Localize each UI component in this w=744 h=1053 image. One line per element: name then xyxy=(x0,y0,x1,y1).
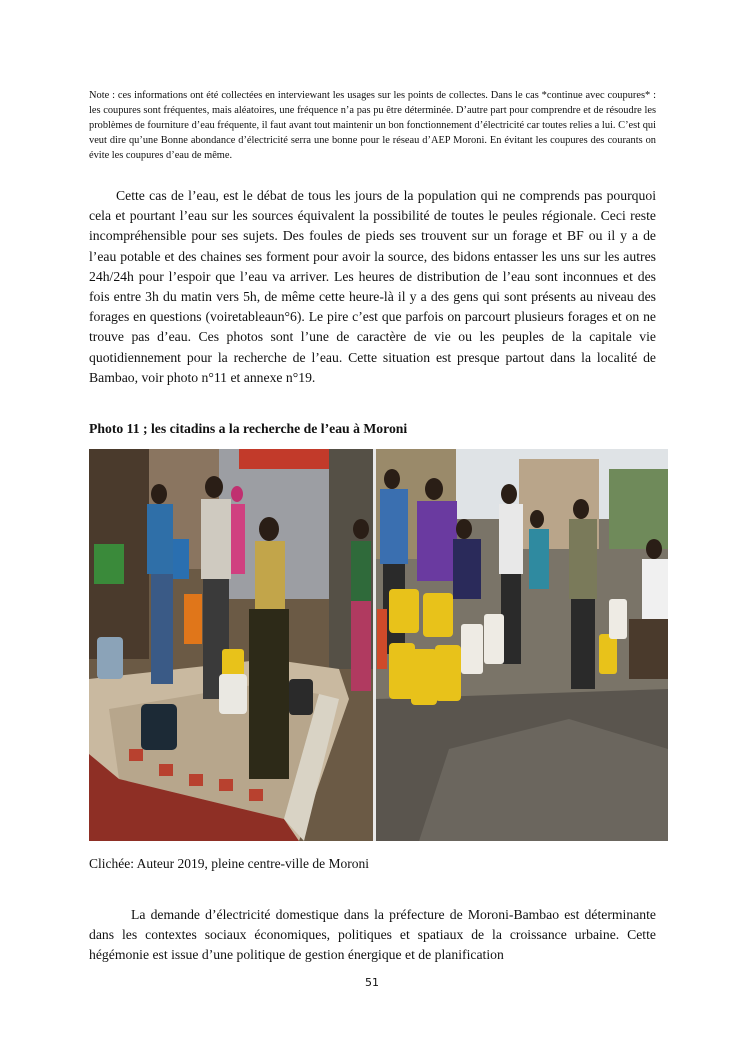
left-photo-market-scene xyxy=(89,449,376,841)
body-paragraph-2: La demande d’électricité domestique dans la préfecture de Moroni-Bambao est déterminante dans les contextes sociaux économiques, politiques et spatiaux de la croissance urbaine. Cette hégémonie est issue d’une politique de gestion énergique et de planification xyxy=(89,907,656,963)
photo-title: Photo 11 ; les citadins a la recherche de l’eau à Moroni xyxy=(89,421,408,436)
right-photo-queue-scene xyxy=(376,449,668,841)
body-paragraph-1: Cette cas de l’eau, est le débat de tous les jours de la population qui ne comprends pas pourquoi cela et pourtant l’eau sur les sources équivalent la possibilité de toutes le peules régionale. Ceci reste incompréhensible pour ses sujets. Des foules de pieds ses trouvent sur un forage et BF ou il y a de l’eau potable et des chaines ses forment pour avoir la source, des bidons entasser les uns sur les autres 24h/24h pour l’espoir que l’eau va arriver. Les heures de distribution de l’eau sont inconnues et des fois entre 3h du matin vers 5h, de même cette heure-là il y a des gens qui sont présents au niveau des forages en questions (voiretableaun°6). Le pire c’est que parfois on parcourt plusieurs forages et on ne trouve pas d’eau. Ces photos sont l’une de caractère de vie ou les peuples de la capitale vie quotidiennement pour la recherche de l’eau. Cette situation est presque partout dans la localité de Bambao, voir photo n°11 et annexe n°19. xyxy=(89,188,656,385)
note-paragraph: Note : ces informations ont été collectées en interviewant les usages sur les points de collectes. Dans le cas *continue avec coupures* : les coupures sont fréquentes, mais aléatoires, une fréquence n’a pas pu être déterminée. D’autre part pour comprendre et de résoudre les problèmes de fourniture d’eau fréquente, il faut avant tout maintenir un bon fonctionnement d’électricité car toutes relies a lui. C’est qui veut dire qu’une Bonne abondance d’électricité serra une bonne pour le réseau d’AEP Moroni. En évitant les coupures des courants on évite les coupures d’eau de même. xyxy=(89,90,656,161)
photo-11 xyxy=(89,449,668,841)
page-number: 51 xyxy=(365,976,379,989)
photo-credit: Clichée: Auteur 2019, pleine centre-ville de Moroni xyxy=(89,856,370,871)
